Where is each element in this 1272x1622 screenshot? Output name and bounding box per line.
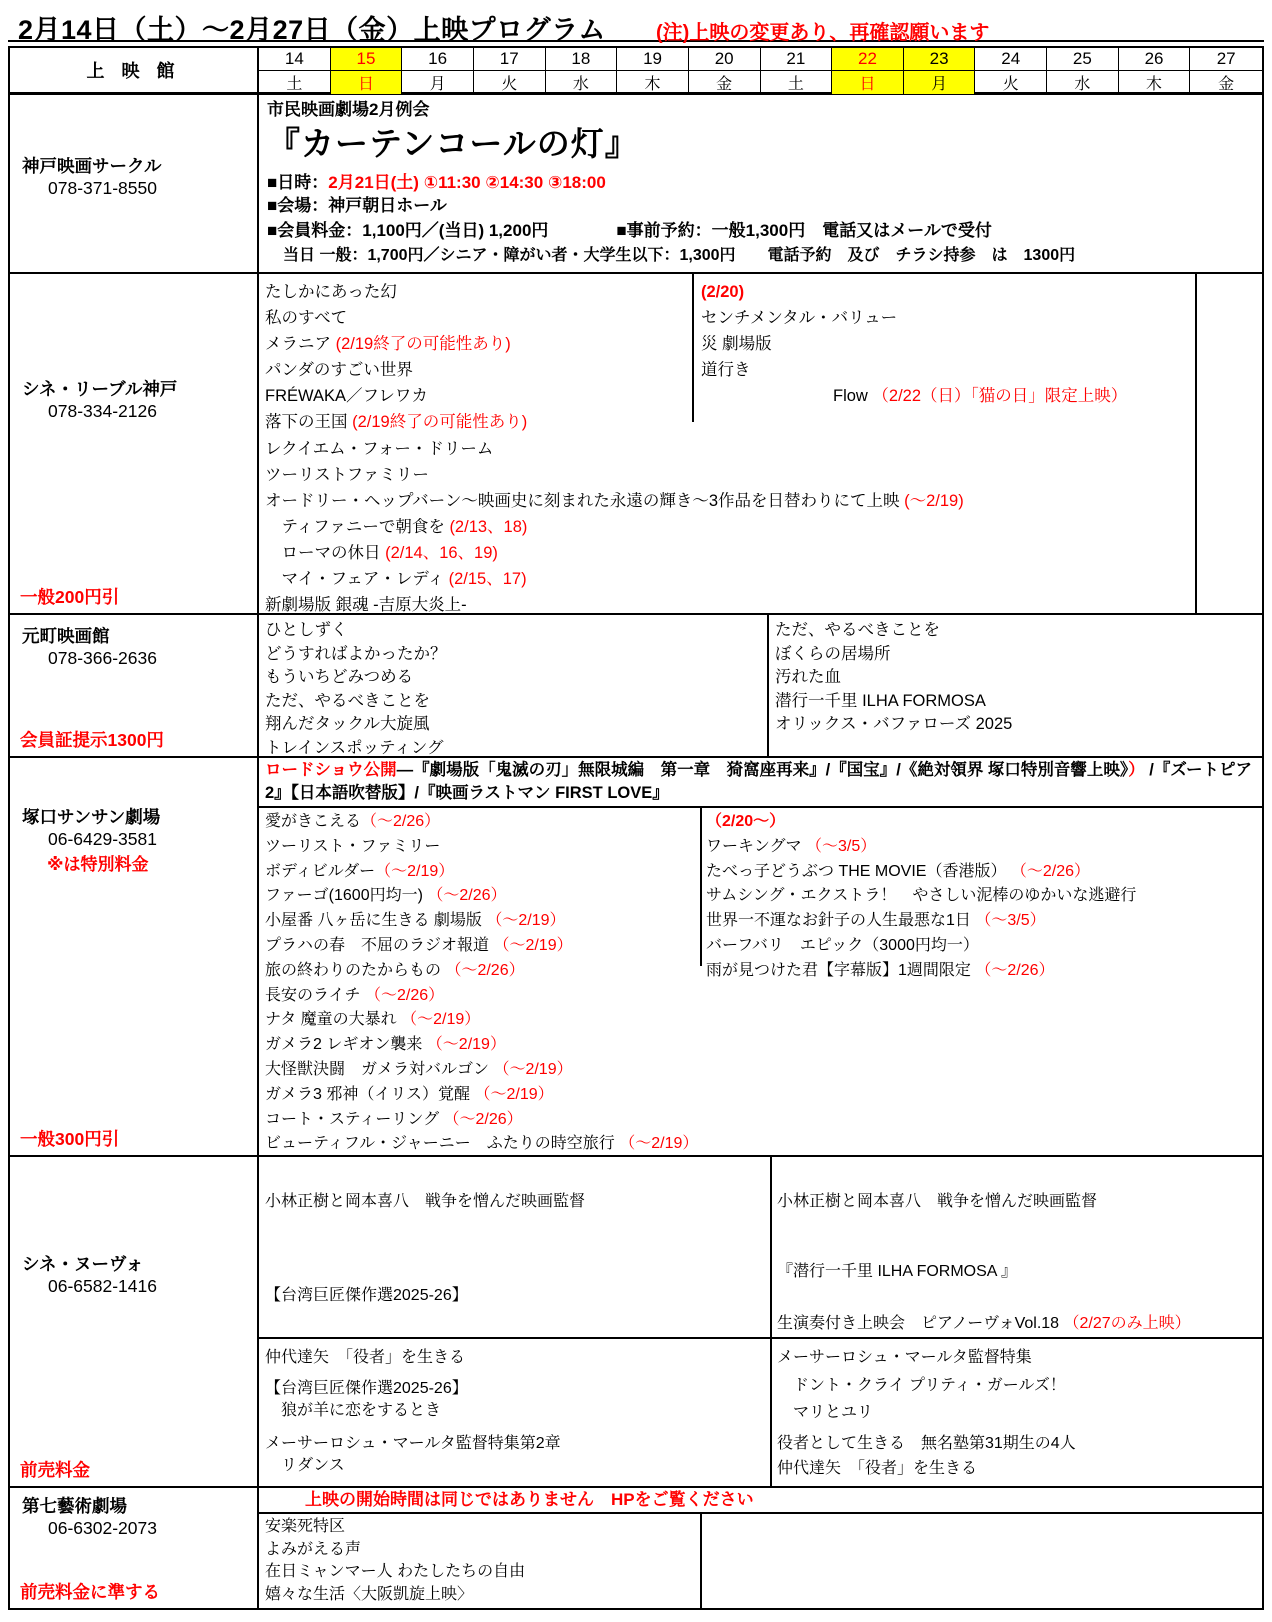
discount-note: 前売料金 — [20, 1460, 90, 1480]
theater-content-cell — [259, 274, 1262, 613]
text-segment: (2/19終了の可能性あり) — [335, 335, 511, 354]
film-line — [706, 909, 1262, 934]
text-segment: メラニア — [265, 335, 336, 354]
text-segment: ローマの休日 — [265, 543, 386, 562]
film-list-left — [265, 619, 760, 756]
film-list-top-left — [265, 1157, 765, 1307]
text-segment: 仲代達矢 「役者」を生きる — [265, 1349, 466, 1366]
film-line — [265, 759, 1256, 804]
text-segment: （～2/19） — [493, 1060, 573, 1078]
text-segment: 【台湾巨匠傑作選2025-26】 — [265, 1379, 468, 1397]
text-segment: 新劇場版 銀魂 -吉原大炎上- — [265, 596, 467, 613]
text-segment: 落下の王国 — [265, 413, 353, 432]
text-segment: (2/19終了の可能性あり) — [352, 413, 528, 432]
film-line — [777, 1261, 1257, 1283]
film-line — [267, 244, 1257, 267]
date-number: 18 — [546, 48, 617, 71]
page-title: 2月14日（土）～2月27日（金）上映プログラム — [18, 15, 606, 45]
text-segment: 長安のライチ — [265, 986, 365, 1004]
theater-content-cell — [259, 758, 1262, 1155]
date-column-18 — [546, 48, 618, 94]
theater-content-cell — [259, 1488, 1262, 1608]
text-segment: トレインスポッティング — [265, 738, 444, 756]
text-segment: ドント・クライ プリティ・ガールズ！ — [777, 1376, 1066, 1394]
date-columns — [259, 48, 1262, 92]
text-segment: （～2/19） — [493, 936, 573, 954]
text-segment: コート・スティーリング — [265, 1110, 444, 1128]
row-tsukaguchi-sunsun — [10, 758, 1262, 1157]
schedule-table — [8, 46, 1264, 1610]
column-divider — [767, 615, 769, 756]
text-segment: （～2/26） — [1010, 862, 1091, 880]
text-segment: ひとしずく — [265, 621, 348, 639]
text-segment: （～2/19） — [474, 1085, 554, 1103]
text-segment: (2/20) — [701, 283, 745, 301]
text-segment: バーフバリ エピック（3000円均一） — [706, 936, 979, 954]
text-segment: オードリー・ヘップバーン～映画史に刻まれた永遠の輝き～3作品を日替わりにて上映 — [265, 491, 905, 510]
date-weekday: 火 — [501, 76, 518, 93]
date-column-24 — [975, 48, 1047, 94]
text-segment: (2/14、16、19) — [385, 543, 498, 562]
text-segment: マリとユリ — [777, 1404, 874, 1421]
text-segment: FRÉWAKA／フレワカ — [265, 387, 428, 406]
film-line — [701, 357, 1191, 383]
film-line — [265, 934, 705, 959]
date-weekday: 木 — [1146, 76, 1163, 93]
venue-column-header: 上 映 館 — [10, 48, 259, 92]
film-line — [775, 690, 1255, 714]
film-line — [265, 713, 760, 737]
column-divider — [700, 806, 702, 966]
film-line — [265, 737, 760, 756]
text-segment: リダンス — [265, 1457, 345, 1474]
date-column-17 — [474, 48, 546, 94]
text-segment: ツーリストファミリー — [265, 465, 429, 484]
date-number: 15 — [331, 48, 402, 71]
text-segment: 翔んだタックル大旋風 — [265, 715, 430, 734]
film-line — [265, 1285, 765, 1307]
film-line — [706, 959, 1262, 984]
date-column-20 — [689, 48, 761, 94]
text-segment: ただ、やるべきことを — [265, 691, 430, 710]
text-segment: （～3/5） — [805, 837, 877, 855]
date-column-23 — [904, 48, 976, 94]
text-segment: 嬉々な生活〈大阪凱旋上映〉 — [265, 1585, 474, 1603]
text-segment: 【台湾巨匠傑作選2025-26】 — [265, 1287, 468, 1304]
film-line — [265, 1347, 765, 1370]
film-line — [265, 409, 1250, 435]
theater-name: 第七藝術劇場 — [22, 1496, 127, 1516]
film-line — [265, 860, 705, 885]
film-line — [265, 1108, 705, 1133]
text-segment: （2/20～） — [706, 813, 786, 830]
theater-content-cell — [259, 615, 1262, 756]
film-line — [265, 1083, 705, 1108]
theater-content-cell — [259, 1157, 1262, 1486]
film-line — [775, 666, 1255, 690]
text-segment: (2/13、18) — [449, 517, 528, 536]
text-segment: サムシング・エクストラ！ やさしい泥棒のゆかいな逃避行 — [706, 887, 1137, 905]
text-segment: ガメラ3 邪神（イリス）覚醒 — [265, 1085, 475, 1103]
date-number: 23 — [904, 48, 975, 71]
film-line — [267, 219, 1257, 242]
film-line — [265, 810, 705, 835]
text-segment: 大怪獣決闘 ガメラ対バルゴン — [265, 1060, 494, 1078]
roadshow-banner — [259, 758, 1262, 808]
date-number: 25 — [1047, 48, 1118, 71]
date-weekday: 日 — [357, 76, 374, 93]
date-weekday: 金 — [716, 76, 733, 93]
film-line — [777, 1191, 1257, 1213]
film-line — [777, 1375, 1257, 1398]
theater-name: 元町映画館 — [22, 626, 110, 646]
text-segment: メーサーロシュ・マールタ監督特集 — [777, 1349, 1032, 1366]
text-segment: 市民映画劇場2月例会 — [267, 100, 430, 119]
row-motomachi-eigakan — [10, 615, 1262, 758]
film-line — [265, 909, 705, 934]
row-cine-nouveau — [10, 1157, 1262, 1488]
film-line — [265, 690, 760, 714]
text-segment: ぼくらの居場所 — [775, 644, 891, 663]
film-list-right — [701, 279, 1191, 409]
text-segment: ただ、やるべきことを — [775, 621, 940, 639]
film-line — [265, 666, 760, 690]
film-line — [706, 884, 1262, 909]
text-segment: センチメンタル・バリュー — [701, 309, 898, 328]
film-line — [305, 1488, 1262, 1512]
text-segment: たしかにあった幻 — [265, 283, 397, 301]
row-dainana-geijutsu — [10, 1488, 1262, 1608]
text-segment: 安楽死特区 — [265, 1518, 346, 1535]
discount-note: 一般200円引 — [20, 587, 120, 607]
text-segment: 道行き — [701, 361, 751, 380]
text-segment: メーサーロシュ・マールタ監督特集第2章 — [265, 1434, 561, 1452]
showtime-notice — [259, 1488, 1262, 1514]
text-segment: どうすればよかったか？ — [265, 644, 447, 663]
theater-label-cell — [10, 1488, 259, 1608]
film-line — [265, 514, 1250, 540]
title-bar — [8, 6, 1264, 45]
film-line — [265, 1058, 705, 1083]
row-cine-libre-kobe — [10, 274, 1262, 615]
film-line — [267, 98, 1257, 121]
theater-phone: 06-6429-3581 — [48, 829, 157, 849]
theater-label-cell — [10, 1157, 259, 1486]
film-list-left — [265, 810, 705, 1155]
film-line — [701, 383, 1191, 409]
film-line — [267, 121, 1257, 167]
film-line — [265, 1584, 825, 1607]
sub-row-divider — [259, 1337, 1262, 1339]
date-column-21 — [761, 48, 833, 94]
text-segment: (～2/19) — [904, 491, 964, 510]
text-segment: 仲代達矢 「役者」を生きる — [777, 1460, 978, 1477]
special-price-note: ※は特別料金 — [47, 855, 149, 874]
theater-label-cell — [10, 274, 259, 613]
date-column-15 — [331, 48, 403, 94]
theater-name: シネ・リーブル神戸 — [22, 379, 178, 399]
text-segment: ■会員料金：1,100円／(当日) 1,200円 — [267, 221, 549, 240]
film-line — [777, 1402, 1257, 1425]
film-line — [265, 1455, 765, 1478]
date-number: 27 — [1190, 48, 1262, 71]
date-column-27 — [1190, 48, 1262, 94]
film-line — [706, 860, 1262, 885]
date-column-22 — [832, 48, 904, 94]
text-segment: （～2/26） — [427, 887, 507, 905]
date-weekday: 土 — [787, 76, 804, 93]
text-segment: 狼が羊に恋をするとき — [265, 1402, 442, 1419]
film-line — [265, 1486, 765, 1487]
film-list-right — [706, 810, 1262, 984]
text-segment: ワーキングマ — [706, 837, 806, 855]
text-segment: ティファニーで朝食を — [265, 517, 450, 536]
text-segment: プラハの春 不屈のラジオ報道 — [265, 936, 494, 954]
text-segment: /『ズートピア2』【日本語吹替版】/『映画ラストマン FIRST LOVE』 — [265, 761, 1253, 802]
column-divider — [692, 274, 694, 422]
film-line — [265, 1191, 765, 1213]
date-column-19 — [617, 48, 689, 94]
date-weekday: 土 — [286, 76, 303, 93]
theater-name: シネ・ヌーヴォ — [22, 1254, 144, 1274]
text-segment: 当日 一般：1,700円／シニア・障がい者・大学生以下：1,300円 電話予約 及び チラシ持参 は 1300円 — [267, 247, 1076, 264]
date-weekday: 日 — [859, 76, 876, 93]
right-edge-divider — [1195, 274, 1197, 613]
film-line — [265, 1132, 705, 1155]
film-line — [265, 488, 1250, 514]
date-number: 20 — [689, 48, 760, 71]
text-segment: Flow — [701, 387, 873, 406]
film-line — [267, 171, 1257, 194]
date-number: 22 — [832, 48, 903, 71]
text-segment: （～2/26） — [975, 961, 1055, 979]
film-line — [265, 436, 1250, 462]
date-weekday: 水 — [1074, 76, 1091, 93]
text-segment: 上映の開始時間は同じではありません HPをご覧ください — [305, 1490, 754, 1509]
date-number: 19 — [617, 48, 688, 71]
film-line — [265, 462, 1250, 488]
text-segment: ガメラ2 レギオン襲来 — [265, 1036, 427, 1054]
event-details — [267, 98, 1257, 267]
film-line — [701, 279, 1191, 305]
text-segment: 愛がきこえる — [265, 813, 362, 830]
text-segment: 私のすべて — [265, 309, 348, 328]
film-line — [706, 810, 1262, 835]
text-segment: ―『劇場版「鬼滅の刃」無限城編 第一章 猗窩座再来』/『国宝』/《絶対領界 塚口特別音響上映》 — [396, 761, 1129, 779]
text-segment: ファーゴ(1600円均一) — [265, 887, 428, 905]
text-segment: もういちどみつめる — [265, 668, 414, 687]
film-line — [777, 1313, 1257, 1335]
film-line — [265, 884, 705, 909]
theater-name: 神戸映画サークル — [22, 156, 162, 176]
text-segment: （2/22（日）「猫の日」限定上映） — [872, 387, 1128, 406]
film-line — [265, 1516, 825, 1539]
text-segment: 『カーテンコールの灯』 — [267, 125, 639, 162]
date-number: 21 — [761, 48, 832, 71]
text-segment: ） — [1128, 761, 1145, 779]
text-segment: 生演奏付き上映会 ピアノーヴォVol.18 — [777, 1315, 1064, 1332]
film-list-left — [265, 1516, 825, 1606]
text-segment: 潜行一千里 ILHA FORMOSA — [775, 691, 986, 710]
date-weekday: 月 — [931, 76, 948, 93]
text-segment: 災 劇場版 — [701, 335, 772, 354]
text-segment: ■会場：神戸朝日ホール — [267, 196, 447, 215]
date-header-row — [10, 48, 1262, 95]
text-segment: （～2/26） — [364, 986, 445, 1004]
film-line — [775, 643, 1255, 667]
theater-content-cell — [259, 95, 1262, 272]
text-segment: （2/27のみ上映） — [1063, 1315, 1191, 1332]
text-segment: ボディビルダー — [265, 862, 376, 880]
text-segment: （～2/26） — [361, 813, 441, 830]
film-line — [265, 592, 1250, 613]
date-column-14 — [259, 48, 331, 94]
text-segment: ■日時： — [267, 173, 329, 192]
film-line — [265, 643, 760, 667]
film-line — [265, 540, 1250, 566]
theater-phone: 078-371-8550 — [48, 178, 157, 198]
text-segment: パンダのすごい世界 — [265, 361, 413, 380]
film-line — [701, 305, 1191, 331]
title-warning-note: (注)上映の変更あり、再確認願います — [656, 22, 990, 44]
text-segment: ロードショウ公開 — [265, 761, 397, 779]
text-segment: 汚れた血 — [775, 668, 841, 687]
row-kobe-eiga-circle — [10, 95, 1262, 274]
text-segment: ナタ 魔童の大暴れ — [265, 1011, 402, 1029]
film-line — [701, 331, 1191, 357]
date-number: 24 — [975, 48, 1046, 71]
text-segment: （～2/19） — [375, 862, 455, 880]
theater-label-cell — [10, 615, 259, 756]
text-segment: よみがえる声 — [265, 1540, 362, 1558]
text-segment: たべっ子どうぶつ THE MOVIE（香港版） — [706, 862, 1011, 880]
date-column-26 — [1119, 48, 1191, 94]
film-line — [777, 1347, 1257, 1370]
text-segment: 小屋番 八ヶ岳に生きる 劇場版 — [265, 912, 487, 930]
text-segment: レクイエム・フォー・ドリーム — [265, 439, 494, 458]
date-weekday: 水 — [572, 76, 589, 93]
film-line — [706, 934, 1262, 959]
text-segment: 『潜行一千里 ILHA FORMOSA 』 — [777, 1263, 1018, 1280]
film-list-top-right — [777, 1157, 1257, 1335]
text-segment: 在日ミャンマー人 わたしたちの自由 — [265, 1563, 526, 1580]
film-line — [265, 984, 705, 1009]
text-segment: 雨が見つけた君【字幕版】1週間限定 — [706, 961, 976, 979]
date-number: 16 — [402, 48, 473, 71]
date-number: 17 — [474, 48, 545, 71]
date-column-25 — [1047, 48, 1119, 94]
film-line — [775, 713, 1255, 737]
film-line — [265, 1561, 825, 1584]
text-segment: 旅の終わりのたからもの — [265, 961, 446, 979]
text-segment: 小林正樹と岡本喜八 戦争を憎んだ映画監督 — [777, 1193, 1098, 1210]
text-segment: マイ・フェア・レディ — [265, 570, 449, 589]
text-segment: (2/15、17) — [448, 570, 527, 589]
theater-label-cell — [10, 95, 259, 272]
film-line — [265, 566, 1250, 592]
theater-phone: 078-334-2126 — [48, 401, 157, 421]
film-line — [265, 1008, 705, 1033]
film-line — [265, 1539, 825, 1562]
date-weekday: 月 — [429, 76, 446, 93]
text-segment: （～2/19） — [486, 912, 566, 930]
text-segment: 役者として生きる 無名塾第31期生の4人 — [777, 1434, 1076, 1452]
column-divider — [770, 1157, 772, 1486]
date-weekday: 木 — [644, 76, 661, 93]
film-line — [265, 619, 760, 643]
date-number: 26 — [1119, 48, 1190, 71]
film-line — [775, 619, 1255, 643]
text-segment: ビューティフル・ジャーニー ふたりの時空旅行 — [265, 1135, 620, 1153]
text-segment: （～2/26） — [443, 1110, 523, 1128]
film-line — [267, 194, 1257, 217]
film-line — [777, 1433, 1257, 1456]
theater-phone: 078-366-2636 — [48, 648, 157, 668]
text-segment: 2月21日(土) ①11:30 ②14:30 ③18:00 — [328, 173, 606, 192]
discount-note: 前売料金に準する — [20, 1582, 160, 1602]
film-line — [265, 1433, 765, 1456]
text-segment: （～2/19） — [619, 1135, 699, 1153]
theater-phone: 06-6582-1416 — [48, 1276, 157, 1296]
text-segment: 世界一不運なお針子の人生最悪な1日 — [706, 912, 976, 930]
text-segment: （～3/5） — [975, 912, 1046, 930]
film-list-right — [775, 619, 1255, 737]
film-line — [265, 1378, 765, 1401]
film-list-bottom-left — [265, 1343, 765, 1486]
text-segment: （～2/19） — [401, 1011, 481, 1029]
date-column-16 — [402, 48, 474, 94]
date-number: 14 — [259, 48, 330, 71]
film-line — [265, 1033, 705, 1058]
theater-label-cell — [10, 758, 259, 1155]
date-weekday: 金 — [1218, 76, 1235, 93]
text-segment: ■事前予約：一般1,300円 電話又はメールで受付 — [548, 221, 992, 240]
column-divider — [700, 1514, 702, 1608]
date-weekday: 火 — [1002, 76, 1019, 93]
discount-note: 会員証提示1300円 — [20, 730, 164, 750]
text-segment: ツーリスト・ファミリー — [265, 837, 441, 855]
film-line — [265, 959, 705, 984]
film-line — [265, 1400, 765, 1423]
text-segment: （～2/26） — [445, 961, 525, 979]
theater-name: 塚口サンサン劇場 — [22, 807, 161, 827]
text-segment: 小林正樹と岡本喜八 戦争を憎んだ映画監督 — [265, 1193, 586, 1210]
text-segment: オリックス・バファローズ 2025 — [775, 715, 1013, 734]
text-segment: （～2/19） — [426, 1036, 506, 1054]
film-line — [706, 835, 1262, 860]
film-line — [777, 1458, 1257, 1481]
film-list-bottom-right — [777, 1343, 1257, 1481]
film-line — [265, 835, 705, 860]
theater-phone: 06-6302-2073 — [48, 1518, 157, 1538]
discount-note: 一般300円引 — [20, 1129, 120, 1149]
